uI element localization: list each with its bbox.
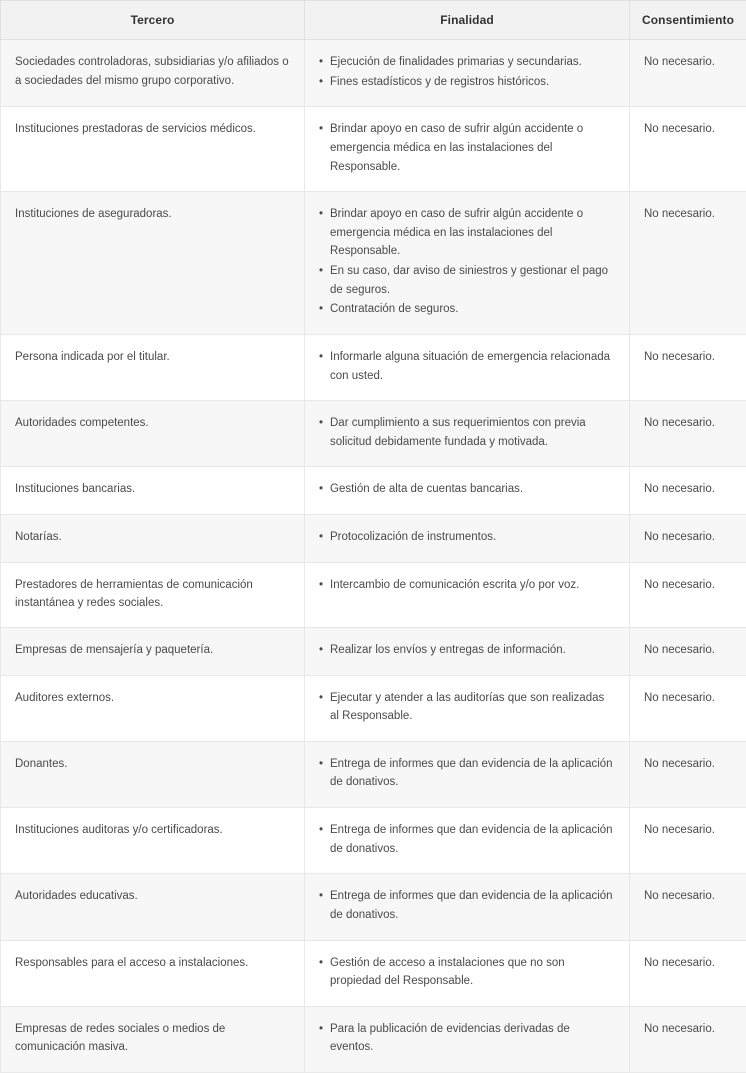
tercero-text: Instituciones de aseguradoras. [15,205,290,224]
column-header-tercero: Tercero [1,1,305,40]
cell-finalidad [305,741,630,807]
cell-finalidad [305,808,630,874]
column-header-finalidad: Finalidad [305,1,630,40]
finalidad-item: • Ejecutar y atender a las auditorías que son realizadas al Responsable. [319,689,615,726]
cell-consentimiento [630,562,746,627]
finalidad-item: • En su caso, dar aviso de siniestros y gestionar el pago de seguros. [319,262,615,299]
consentimiento-text: No necesario. [644,414,732,433]
table-header [1,1,746,40]
cell-consentimiento [630,808,746,874]
finalidad-item: • Fines estadísticos y de registros históricos. [319,73,615,92]
consentimiento-text: No necesario. [644,821,732,840]
consentimiento-text: No necesario. [644,1020,732,1039]
finalidad-list [319,1020,615,1057]
finalidad-list [319,53,615,91]
finalidad-item: • Dar cumplimiento a sus requerimientos con previa solicitud debidamente fundada y motivada. [319,414,615,451]
cell-finalidad [305,334,630,400]
finalidad-item: • Protocolización de instrumentos. [319,528,615,547]
cell-tercero [1,808,305,874]
consentimiento-text: No necesario. [644,53,732,72]
cell-finalidad [305,515,630,563]
cell-consentimiento [630,1006,746,1072]
tercero-text: Instituciones bancarias. [15,480,290,499]
cell-tercero [1,874,305,940]
cell-tercero [1,401,305,467]
tercero-text: Notarías. [15,528,290,547]
table-row [1,562,746,627]
tercero-text: Donantes. [15,755,290,774]
consentimiento-text: No necesario. [644,120,732,139]
cell-tercero [1,515,305,563]
consentimiento-text: No necesario. [644,689,732,708]
table-row [1,40,746,107]
finalidad-list [319,641,615,660]
cell-finalidad [305,562,630,627]
table-row [1,334,746,400]
finalidad-item: • Intercambio de comunicación escrita y/o por voz. [319,576,615,595]
cell-tercero [1,627,305,675]
consentimiento-text: No necesario. [644,348,732,367]
cell-finalidad [305,675,630,741]
consentimiento-text: No necesario. [644,576,732,595]
finalidad-item: • Para la publicación de evidencias derivadas de eventos. [319,1020,615,1057]
consentimiento-text: No necesario. [644,641,732,660]
cell-consentimiento [630,874,746,940]
finalidad-list [319,755,615,792]
finalidad-list [319,821,615,858]
tercero-text: Persona indicada por el titular. [15,348,290,367]
tercero-text: Instituciones auditoras y/o certificadoras. [15,821,290,840]
finalidad-list [319,887,615,924]
finalidad-list [319,205,615,319]
cell-consentimiento [630,940,746,1006]
cell-consentimiento [630,40,746,107]
cell-tercero [1,675,305,741]
cell-finalidad [305,40,630,107]
tercero-text: Empresas de redes sociales o medios de comunicación masiva. [15,1020,290,1057]
cell-tercero [1,940,305,1006]
cell-tercero [1,1006,305,1072]
table-row [1,675,746,741]
finalidad-item: • Informarle alguna situación de emergencia relacionada con usted. [319,348,615,385]
finalidad-item: • Entrega de informes que dan evidencia de la aplicación de donativos. [319,821,615,858]
tercero-text: Sociedades controladoras, subsidiarias y/o afiliados o a sociedades del mismo grupo corporativo. [15,53,290,90]
finalidad-list [319,576,615,595]
cell-consentimiento [630,675,746,741]
cell-tercero [1,334,305,400]
finalidad-list [319,528,615,547]
tercero-text: Autoridades educativas. [15,887,290,906]
finalidad-list [319,120,615,176]
consentimiento-text: No necesario. [644,528,732,547]
cell-consentimiento [630,467,746,515]
table-row [1,515,746,563]
cell-tercero [1,107,305,192]
consentimiento-text: No necesario. [644,755,732,774]
cell-finalidad [305,627,630,675]
table-row [1,401,746,467]
table-row [1,192,746,335]
table-row [1,741,746,807]
finalidad-list [319,689,615,726]
finalidad-item: • Realizar los envíos y entregas de información. [319,641,615,660]
cell-tercero [1,40,305,107]
finalidad-item: • Contratación de seguros. [319,300,615,319]
cell-tercero [1,192,305,335]
finalidad-item: • Entrega de informes que dan evidencia de la aplicación de donativos. [319,755,615,792]
tercero-text: Prestadores de herramientas de comunicación instantánea y redes sociales. [15,576,290,613]
cell-consentimiento [630,334,746,400]
finalidad-list [319,480,615,499]
finalidad-item: • Entrega de informes que dan evidencia de la aplicación de donativos. [319,887,615,924]
cell-finalidad [305,940,630,1006]
tercero-text: Auditores externos. [15,689,290,708]
cell-consentimiento [630,192,746,335]
cell-consentimiento [630,515,746,563]
table-row [1,808,746,874]
tercero-text: Responsables para el acceso a instalaciones. [15,954,290,973]
finalidad-item: • Gestión de alta de cuentas bancarias. [319,480,615,499]
tercero-text: Instituciones prestadoras de servicios médicos. [15,120,290,139]
table-row [1,107,746,192]
table-body [1,40,746,1073]
table-row [1,1006,746,1072]
consentimiento-text: No necesario. [644,480,732,499]
consentimiento-text: No necesario. [644,887,732,906]
cell-tercero [1,562,305,627]
finalidad-item: • Gestión de acceso a instalaciones que no son propiedad del Responsable. [319,954,615,991]
table-header-row [1,1,746,40]
table-row [1,874,746,940]
finalidad-list [319,414,615,451]
column-header-consentimiento: Consentimiento [630,1,746,40]
consentimiento-text: No necesario. [644,205,732,224]
cell-tercero [1,467,305,515]
table-row [1,467,746,515]
tercero-text: Autoridades competentes. [15,414,290,433]
table-row [1,627,746,675]
consentimiento-text: No necesario. [644,954,732,973]
cell-finalidad [305,401,630,467]
finalidad-list [319,954,615,991]
finalidad-list [319,348,615,385]
cell-finalidad [305,1006,630,1072]
cell-consentimiento [630,627,746,675]
cell-finalidad [305,467,630,515]
cell-consentimiento [630,401,746,467]
cell-finalidad [305,107,630,192]
cell-finalidad [305,192,630,335]
cell-consentimiento [630,741,746,807]
table-row [1,940,746,1006]
cell-consentimiento [630,107,746,192]
cell-tercero [1,741,305,807]
finalidad-item: • Brindar apoyo en caso de sufrir algún accidente o emergencia médica en las instalaciones del Responsable. [319,120,615,176]
tercero-text: Empresas de mensajería y paquetería. [15,641,290,660]
cell-finalidad [305,874,630,940]
finalidad-item: • Ejecución de finalidades primarias y secundarias. [319,53,615,72]
finalidad-item: • Brindar apoyo en caso de sufrir algún accidente o emergencia médica en las instalaciones del Responsable. [319,205,615,261]
